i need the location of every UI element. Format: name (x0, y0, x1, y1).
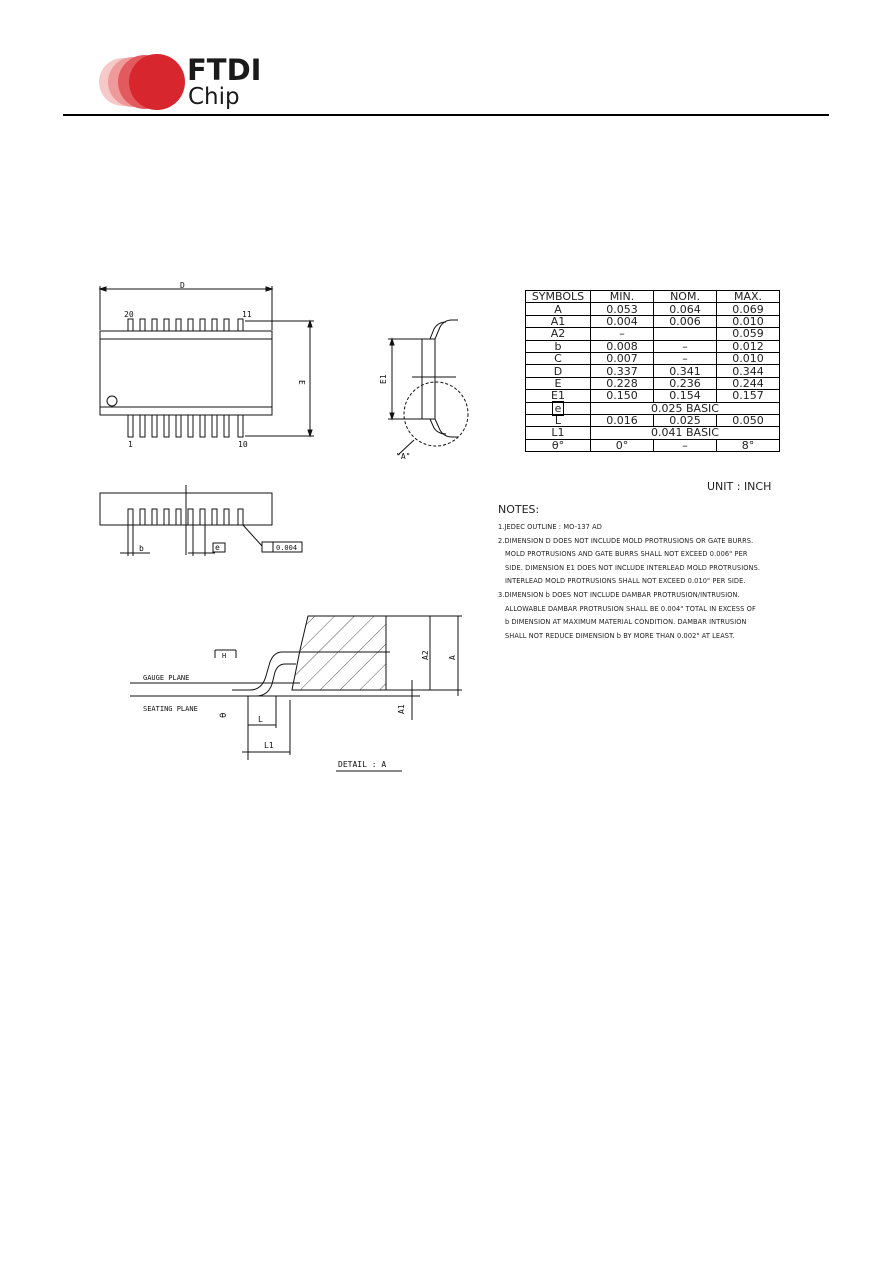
theta-label: θ (219, 712, 229, 718)
h-label: H (222, 652, 227, 660)
cell-symbol-boxed: e (552, 401, 565, 416)
table-header-cell: MAX. (717, 291, 780, 303)
table-row (526, 352, 780, 364)
cell: 0.010 (717, 352, 780, 364)
cell (526, 402, 591, 414)
cell: b (526, 340, 591, 352)
table-header-row (526, 291, 780, 303)
cell: D (526, 365, 591, 377)
cell: 0.004 (591, 315, 654, 327)
table-header-cell: NOM. (654, 291, 717, 303)
cell: – (591, 328, 654, 340)
cell: 0.041 BASIC (591, 427, 780, 439)
cell: 0.150 (591, 390, 654, 402)
dim-e-label: E (297, 380, 306, 385)
table-row (526, 439, 780, 451)
cell: 0.050 (717, 414, 780, 426)
detail-ref-label: "A" (396, 452, 411, 461)
dim-a2-label: A2 (421, 650, 430, 660)
cell: 8° (717, 439, 780, 451)
cell: 0.341 (654, 365, 717, 377)
pin-row-top (128, 319, 243, 331)
dim-d-label: D (180, 281, 185, 290)
table-row (526, 414, 780, 426)
note-line: 2.DIMENSION D DOES NOT INCLUDE MOLD PROTRUSIONS OR GATE BURRS. (498, 536, 754, 545)
dim-l-label: L (258, 715, 263, 724)
cell: 0.157 (717, 390, 780, 402)
cell: A2 (526, 328, 591, 340)
note-line: ALLOWABLE DAMBAR PROTRUSION SHALL BE 0.004" TOTAL IN EXCESS OF (505, 604, 756, 613)
table-row (526, 365, 780, 377)
notes-title: NOTES: (498, 503, 540, 516)
dimension-table (525, 290, 780, 452)
cell: 0.337 (591, 365, 654, 377)
dim-a1-label: A1 (397, 704, 406, 714)
side-view (388, 320, 468, 455)
cell: 0.236 (654, 377, 717, 389)
cell (654, 328, 717, 340)
table-header-cell: MIN. (591, 291, 654, 303)
cell: – (654, 340, 717, 352)
cell: 0° (591, 439, 654, 451)
cell: 0.010 (717, 315, 780, 327)
dim-a-label: A (448, 655, 457, 660)
cell: 0.025 (654, 414, 717, 426)
note-line: INTERLEAD MOLD PROTRUSIONS SHALL NOT EXCEED 0.010" PER SIDE. (505, 577, 746, 586)
dim-e-pitch-label: e (215, 543, 220, 552)
cell: A (526, 303, 591, 315)
note-line: SIDE. DIMENSION E1 DOES NOT INCLUDE INTERLEAD MOLD PROTRUSIONS. (505, 563, 761, 572)
cell: E (526, 377, 591, 389)
cell: C (526, 352, 591, 364)
unit-label: UNIT : INCH (707, 480, 772, 493)
table-row (526, 402, 780, 414)
cell: L (526, 414, 591, 426)
table-row (526, 340, 780, 352)
pin-20-label: 20 (124, 310, 134, 319)
table-row (526, 315, 780, 327)
pin-10-label: 10 (238, 440, 248, 449)
cell: 0.053 (591, 303, 654, 315)
pin-1-label: 1 (128, 440, 133, 449)
table-row (526, 377, 780, 389)
pin-row-bottom (128, 415, 243, 437)
cell: 0.007 (591, 352, 654, 364)
note-line: 3.DIMENSION b DOES NOT INCLUDE DAMBAR PROTRUSION/INTRUSION. (498, 590, 740, 599)
cell: θ° (526, 439, 591, 451)
top-view (100, 286, 314, 437)
cell: L1 (526, 427, 591, 439)
table-header-cell: SYMBOLS (526, 291, 591, 303)
pin-11-label: 11 (242, 310, 252, 319)
front-view (100, 485, 302, 556)
note-line: b DIMENSION AT MAXIMUM MATERIAL CONDITION. DAMBAR INTRUSION (505, 618, 747, 627)
dim-e1-label: E1 (379, 374, 388, 384)
cell: 0.344 (717, 365, 780, 377)
cell: 0.006 (654, 315, 717, 327)
cell: A1 (526, 315, 591, 327)
dim-l1-label: L1 (264, 741, 274, 750)
notes-block (498, 503, 760, 643)
detail-caption: DETAIL : A (338, 760, 387, 769)
note-line: SHALL NOT REDUCE DIMENSION b BY MORE THAN 0.002" AT LEAST. (505, 631, 735, 640)
cell: 0.069 (717, 303, 780, 315)
cell: – (654, 352, 717, 364)
cell: – (654, 439, 717, 451)
cell: 0.008 (591, 340, 654, 352)
cell: 0.025 BASIC (591, 402, 780, 414)
table-row (526, 427, 780, 439)
cell: 0.244 (717, 377, 780, 389)
gauge-plane-label: GAUGE PLANE (143, 674, 190, 682)
cell: 0.016 (591, 414, 654, 426)
cell: 0.154 (654, 390, 717, 402)
seating-plane-label: SEATING PLANE (143, 705, 198, 713)
dim-b-label: b (139, 544, 144, 553)
cell: E1 (526, 390, 591, 402)
logo-text-ftdi: FTDI (187, 53, 262, 87)
cell: 0.228 (591, 377, 654, 389)
table-row (526, 303, 780, 315)
cell: 0.064 (654, 303, 717, 315)
detail-a (130, 616, 462, 771)
table-row (526, 328, 780, 340)
note-line: MOLD PROTRUSIONS AND GATE BURRS SHALL NOT EXCEED 0.006" PER (505, 550, 748, 559)
cell: 0.012 (717, 340, 780, 352)
cell: 0.059 (717, 328, 780, 340)
note-line: 1.JEDEC OUTLINE : MO-137 AD (498, 523, 602, 531)
logo-text-chip: Chip (188, 84, 240, 110)
tolerance-label: 0.004 (276, 544, 298, 552)
